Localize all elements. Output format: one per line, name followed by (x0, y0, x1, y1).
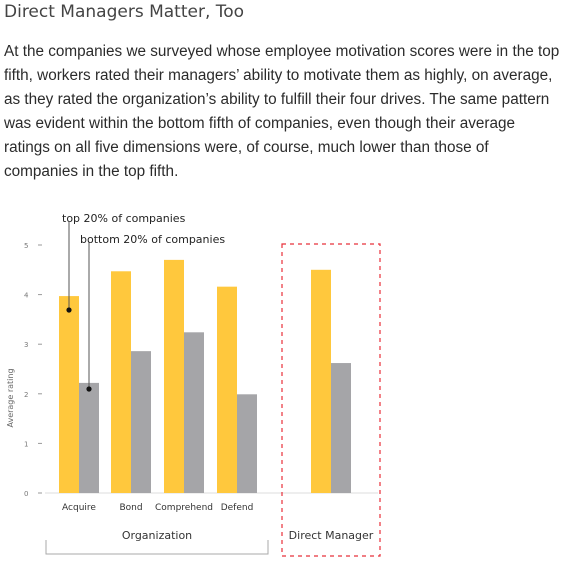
bar-top20-defend (217, 287, 237, 493)
y-tick-label: 0 (24, 490, 29, 498)
y-axis (24, 242, 42, 498)
bar-top20-acquire (59, 296, 79, 493)
x-category-label: Acquire (62, 503, 96, 513)
x-category-label: Bond (119, 503, 143, 513)
bar-top20-bond (111, 271, 131, 493)
bar-top20-direct-manager (311, 270, 331, 493)
description-paragraph: At the companies we surveyed whose employee motivation scores were in the top fifth, workers rated their managers’ ability to motivate them as highly, on average, as they rated the organization’s ability to fulfill their four drives. The same pattern was evident within the bottom fifth of companies, even though their average ratings on all five dimensions were, of course, much lower than those of companies in the top fifth. (4, 43, 560, 180)
y-axis-label: Average rating (6, 368, 15, 428)
y-tick-label: 3 (24, 341, 29, 350)
x-category-label: Comprehend (155, 503, 213, 513)
page-title: Direct Managers Matter, Too (4, 2, 245, 22)
y-tick-label: 4 (24, 291, 29, 300)
y-tick-label: 1 (24, 440, 29, 449)
bar-chart (0, 200, 566, 570)
bars-layer (59, 260, 351, 493)
bar-bottom20-bond (131, 351, 151, 493)
group-label-organization: Organization (121, 529, 193, 542)
legend-label-top: top 20% of companies (62, 212, 186, 225)
bar-bottom20-acquire (79, 383, 99, 493)
category-labels (62, 503, 253, 513)
bar-bottom20-direct-manager (331, 363, 351, 493)
bar-top20-comprehend (164, 260, 184, 493)
bar-bottom20-defend (237, 394, 257, 493)
bar-bottom20-comprehend (184, 332, 204, 493)
legend-marker-top (66, 307, 71, 312)
x-category-label: Defend (220, 503, 254, 513)
y-tick-label: 5 (24, 242, 29, 250)
y-tick-label: 2 (24, 390, 29, 399)
group-label-direct-manager: Direct Manager (288, 529, 374, 542)
legend-marker-bottom (86, 386, 91, 391)
legend-label-bottom: bottom 20% of companies (80, 233, 226, 246)
organization-bracket (46, 540, 268, 554)
